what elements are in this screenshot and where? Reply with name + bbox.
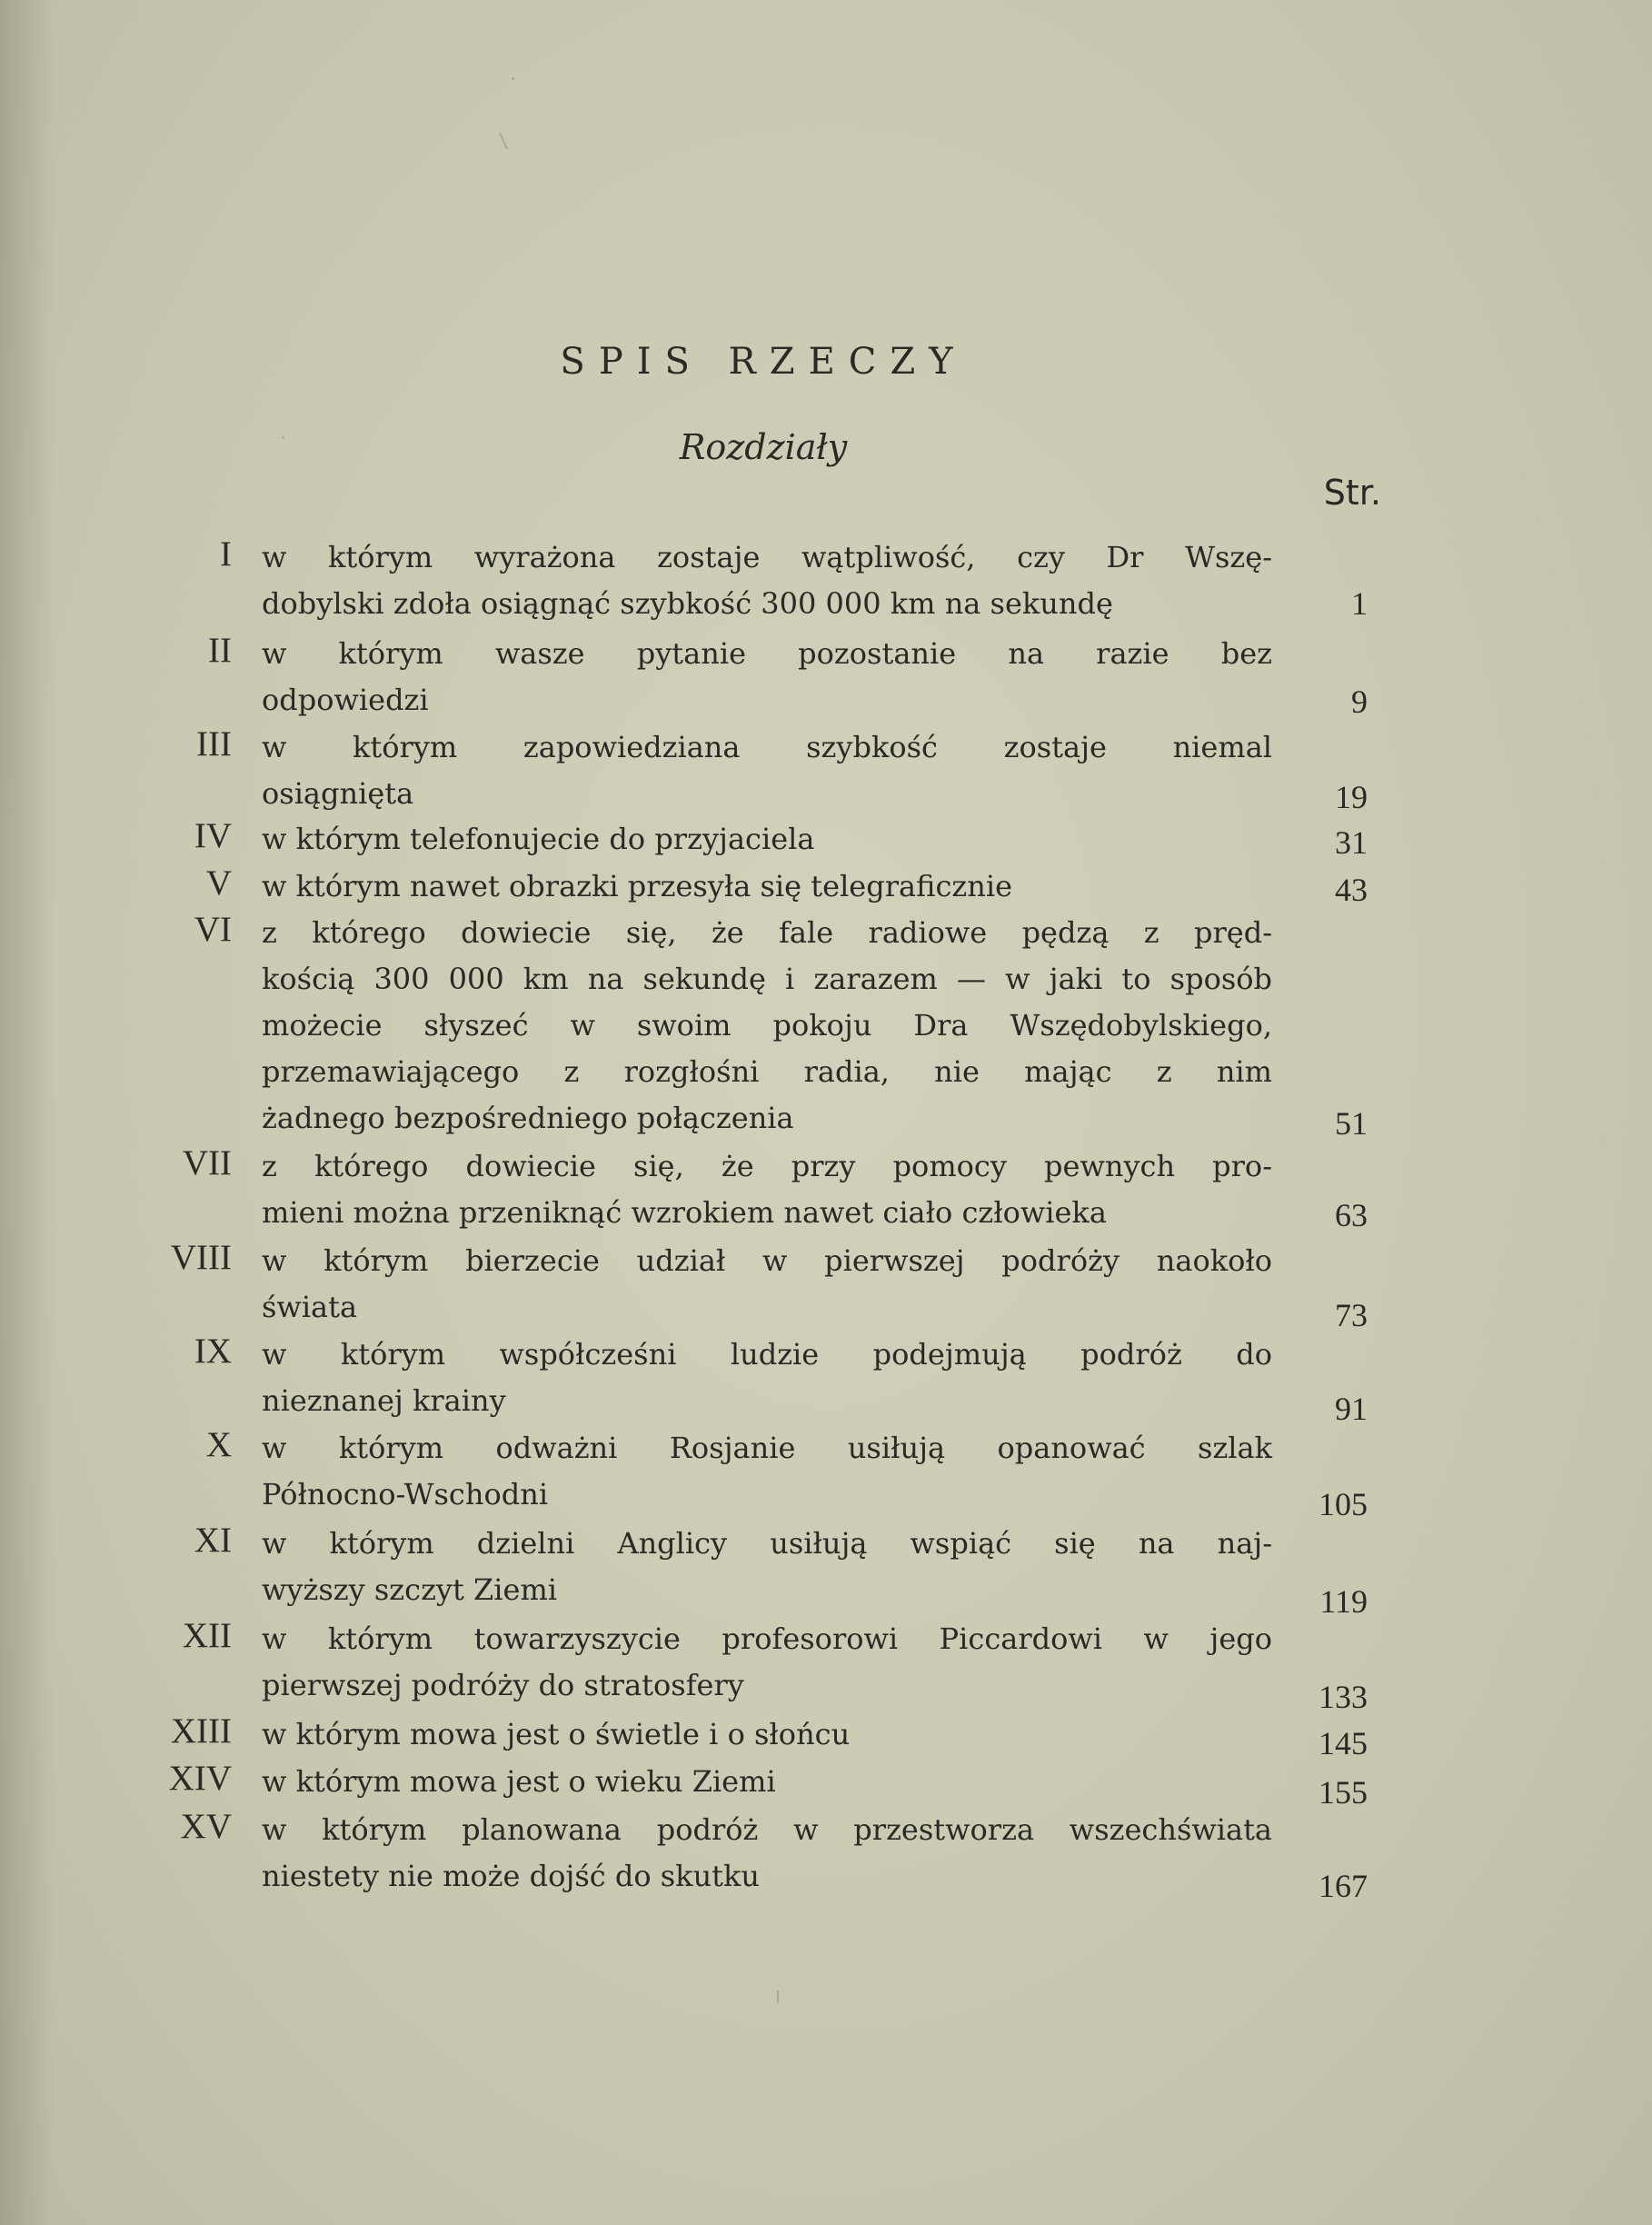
description-line: w którym towarzyszycie profesorowi Piccardowi w jego [262, 1621, 1272, 1656]
description-line: pierwszej podróży do stratosfery [262, 1668, 744, 1702]
description-line: dobylski zdoła osiągnąć szybkość 300 000 km na sekundę [262, 586, 1113, 621]
page-edge-shadow [0, 0, 55, 2225]
page-number: 31 [1335, 824, 1368, 861]
chapter-description [262, 1238, 1272, 1331]
page-number: 1 [1351, 585, 1368, 622]
description-line: żadnego bezpośredniego połączenia [262, 1101, 794, 1135]
page-number: 133 [1319, 1679, 1368, 1715]
description-line: w którym współcześni ludzie podejmują podróż do [262, 1337, 1272, 1372]
chapter-description [262, 816, 1272, 863]
toc-title: SPIS RZECZY [560, 341, 967, 383]
page-number: 167 [1319, 1868, 1368, 1904]
chapter-numeral: III [196, 724, 232, 763]
page-number: 91 [1335, 1391, 1368, 1427]
chapter-numeral: XI [194, 1521, 232, 1560]
chapter-numeral: IX [194, 1332, 232, 1371]
chapter-description [262, 910, 1272, 1142]
description-line: świata [262, 1290, 358, 1324]
paper-speck [512, 77, 514, 80]
chapter-numeral: IV [194, 816, 232, 855]
page-number: 105 [1319, 1486, 1368, 1522]
description-line: nieznanej krainy [262, 1383, 506, 1418]
chapter-numeral: VII [182, 1143, 232, 1182]
description-line: w którym wyrażona zostaje wątpliwość, czy Dr Wszę- [262, 540, 1272, 574]
description-line: niestety nie może dojść do skutku [262, 1859, 761, 1893]
description-line: przemawiającego z rozgłośni radia, nie mając z nim [262, 1054, 1272, 1089]
chapter-numeral: II [208, 631, 232, 670]
chapter-numeral: XIV [168, 1759, 232, 1798]
description-line: Północno-Wschodni [262, 1477, 549, 1512]
description-line: wyższy szczyt Ziemi [262, 1572, 558, 1607]
paper-speck [499, 133, 508, 150]
chapter-description [262, 1143, 1272, 1236]
chapter-description [262, 1332, 1272, 1424]
chapter-description [262, 534, 1272, 627]
chapter-numeral: X [205, 1425, 232, 1464]
page-number: 19 [1335, 779, 1368, 815]
description-line: w którym planowana podróż w przestworza wszechświata [262, 1812, 1272, 1847]
chapter-description [262, 1807, 1272, 1900]
paper-speck [777, 1991, 779, 2003]
description-line: kością 300 000 km na sekundę i zarazem — w jaki to sposób [262, 962, 1272, 996]
description-line: z którego dowiecie się, że przy pomocy pewnych pro- [262, 1149, 1272, 1183]
description-line: odpowiedzi [262, 683, 429, 717]
page-number: 145 [1319, 1725, 1368, 1761]
chapter-numeral: XIII [170, 1711, 232, 1751]
chapter-numeral: XII [182, 1616, 232, 1655]
page-number: 51 [1335, 1105, 1368, 1142]
description-line: w którym mowa jest o wieku Ziemi [262, 1764, 776, 1799]
description-line: w którym bierzecie udział w pierwszej podróży naokoło [262, 1243, 1272, 1278]
description-line: osiągnięta [262, 776, 414, 811]
description-line: w którym dzielni Anglicy usiłują wspiąć się na naj- [262, 1526, 1272, 1561]
toc-subtitle: Rozdziały [679, 427, 848, 467]
page-number: 155 [1319, 1774, 1368, 1811]
description-line: możecie słyszeć w swoim pokoju Dra Wszędobylskiego, [262, 1008, 1272, 1043]
page-number: 43 [1335, 872, 1368, 908]
chapter-numeral: V [205, 863, 232, 903]
page-number: 119 [1319, 1583, 1368, 1620]
description-line: w którym zapowiedziana szybkość zostaje niemal [262, 730, 1272, 764]
chapter-description [262, 724, 1272, 817]
description-line: w którym odważni Rosjanie usiłują opanować szlak [262, 1431, 1272, 1465]
page-column-label: Str. [1323, 473, 1381, 513]
chapter-description [262, 1521, 1272, 1613]
chapter-description [262, 1759, 1272, 1805]
chapter-numeral: VIII [170, 1238, 232, 1277]
description-line: w którym telefonujecie do przyjaciela [262, 822, 815, 856]
chapter-description [262, 1616, 1272, 1709]
chapter-numeral: I [220, 534, 232, 574]
page-number: 73 [1335, 1297, 1368, 1333]
description-line: w którym wasze pytanie pozostanie na razie bez [262, 636, 1272, 671]
description-line: mieni można przeniknąć wzrokiem nawet ciało człowieka [262, 1195, 1107, 1230]
chapter-description [262, 631, 1272, 723]
description-line: w którym nawet obrazki przesyła się telegraficznie [262, 869, 1012, 903]
description-line: w którym mowa jest o świetle i o słońcu [262, 1717, 851, 1751]
description-line: z którego dowiecie się, że fale radiowe pędzą z pręd- [262, 915, 1272, 950]
chapter-numeral: XV [180, 1807, 232, 1846]
chapter-description [262, 863, 1272, 910]
chapter-description [262, 1425, 1272, 1518]
page-number: 9 [1351, 683, 1368, 720]
chapter-numeral: VI [194, 910, 232, 949]
page-number: 63 [1335, 1197, 1368, 1233]
chapter-description [262, 1711, 1272, 1758]
